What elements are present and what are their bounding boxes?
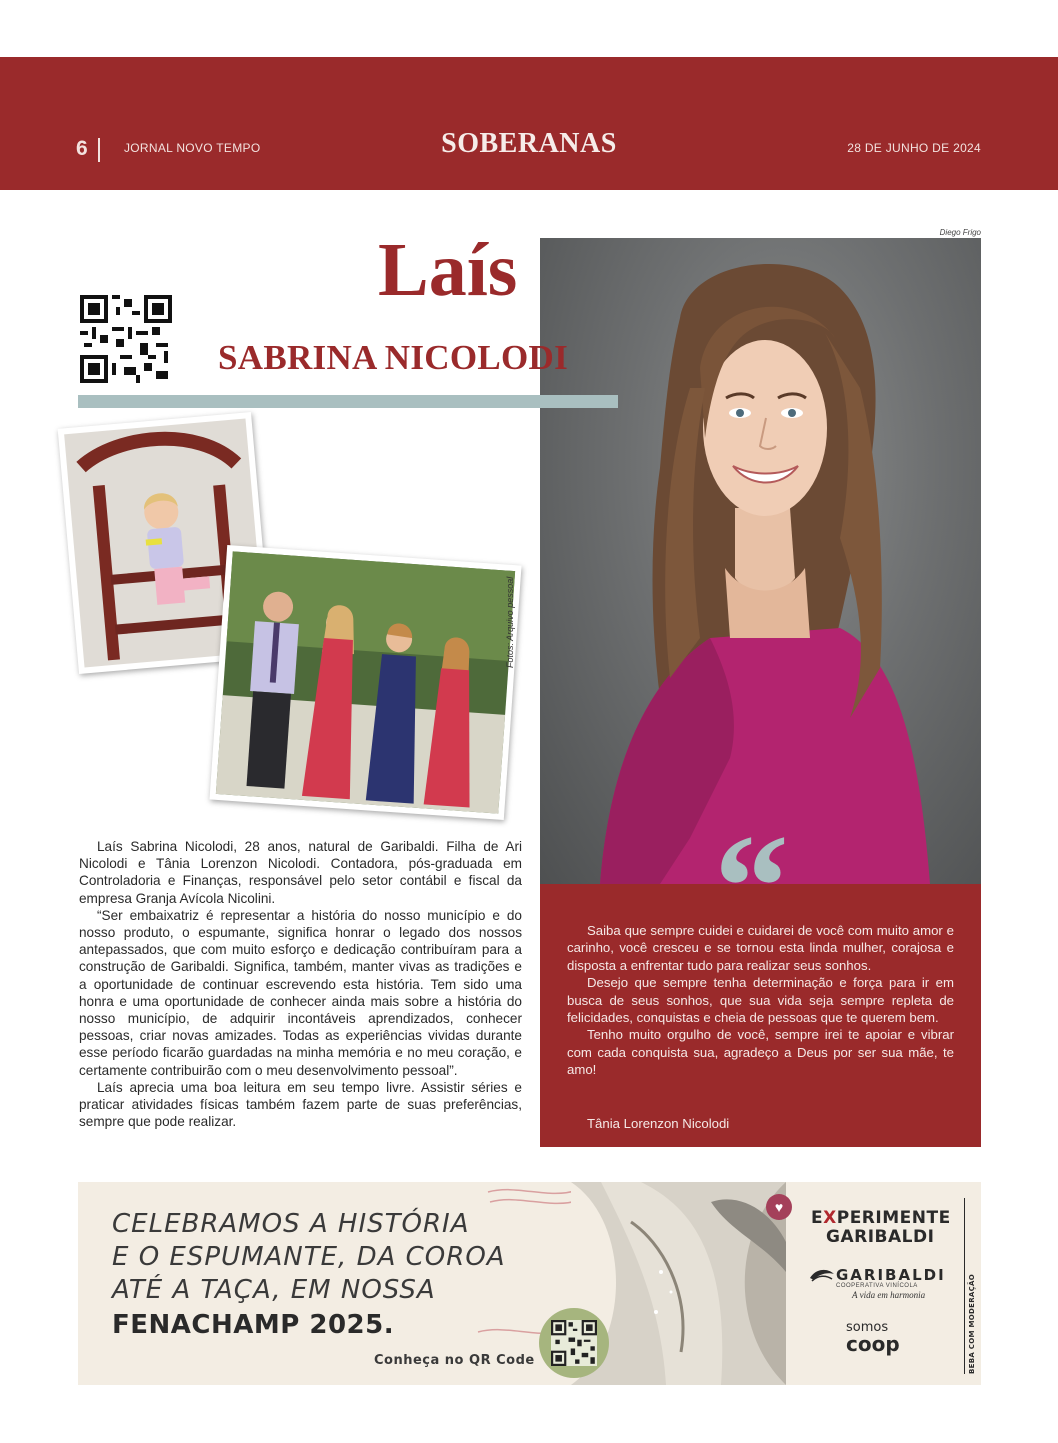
advertisement-banner[interactable] <box>78 1182 981 1385</box>
article-paragraph: Laís Sabrina Nicolodi, 28 anos, natural de Garibaldi. Filha de Ari Nicolodi e Tânia Lorenzon Nicolodi. Contadora, pós-graduada em Controladoria e Finanças, responsável pelo setor contábil e fiscal da empresa Granja Avícola Nicolini. <box>79 839 522 906</box>
heart-icon: ♥ <box>766 1194 792 1220</box>
article-paragraph: “Ser embaixatriz é representar a história do nosso município e do nosso produto, o espumante, significa honrar o legado dos nossos antepassados, que com muito esforço e dedicação contribuíram para a construção de Garibaldi. Significa, também, manter vivas as tradições e a oportunidade de continuar escrevendo esta história. Tem sido uma honra e uma oportunidade de conhecer ainda mais sobre a história do nosso município, de adquirir incontáveis aprendizados, conhecer pessoas, criar novas amizades. Todas as experiências vividas durante esse período ficarão guardadas na minha memória e no meu coração, e certamente contribuirão com o meu desenvolvimento pessoal”. <box>79 907 522 1078</box>
issue-date: 28 DE JUNHO DE 2024 <box>847 141 981 155</box>
title-first-name: Laís <box>378 228 518 312</box>
garibaldi-tagline: A vida em harmonia <box>852 1290 926 1300</box>
top-margin <box>0 0 1058 57</box>
article-paragraph: Laís aprecia uma boa leitura em seu tempo livre. Assistir séries e praticar atividades físicas também fazem parte de suas preferências, sempre que pode realizar. <box>79 1079 522 1130</box>
personal-photos-credit: Fotos: Arquivo pessoal <box>505 576 515 668</box>
garibaldi-logo-icon <box>808 1266 836 1284</box>
ad-slogan-line: ATÉ A TAÇA, EM NOSSA <box>112 1275 436 1305</box>
quote-signature: Tânia Lorenzon Nicolodi <box>587 1116 730 1131</box>
title-underline <box>78 395 618 408</box>
main-photo-credit: Diego Frigo <box>939 228 981 237</box>
ad-qr-label: Conheça no QR Code <box>374 1353 535 1368</box>
ad-slogan <box>112 1208 506 1307</box>
qr-code[interactable] <box>80 295 172 383</box>
page-number: 6 <box>76 137 89 160</box>
family-photo <box>209 545 521 820</box>
garibaldi-logo-sub: COOPERATIVA VINÍCOLA <box>836 1283 918 1289</box>
somos-coop-logo-top: somos <box>846 1320 889 1335</box>
experimente-x: X <box>823 1208 837 1228</box>
ad-qr-code[interactable] <box>551 1320 597 1366</box>
ad-headline: FENACHAMP 2025. <box>112 1310 395 1340</box>
article-body <box>79 838 522 1130</box>
experimente-rest: PERIMENTE <box>836 1208 951 1228</box>
portrait-photo <box>540 238 981 884</box>
quote-mark-icon: “ <box>714 804 789 970</box>
ad-slogan-line: CELEBRAMOS A HISTÓRIA <box>112 1209 470 1239</box>
page-header <box>0 57 1058 190</box>
portrait-illustration <box>540 238 981 884</box>
quote-paragraph: Desejo que sempre tenha determinação e força para ir em busca de seus sonhos, que sua vida seja sempre repleta de felicidades, conquistas e cheia de pessoas que te querem bem. <box>567 975 954 1026</box>
drink-responsibly-notice: BEBA COM MODERAÇÃO <box>968 1273 976 1374</box>
experimente-e: E <box>811 1208 824 1228</box>
family-photo-illustration <box>209 545 521 820</box>
quote-paragraph: Saiba que sempre cuidei e cuidarei de você com muito amor e carinho, você cresceu e se tornou esta linda mulher, corajosa e disposta a enfrentar tudo para realizar seus sonhos. <box>567 923 954 973</box>
quote-paragraph: Tenho muito orgulho de você, sempre irei te apoiar e vibrar com cada conquista sua, agradeço a Deus por ser sua mãe, te amo! <box>567 1027 954 1078</box>
quote-text <box>567 922 954 1079</box>
experimente-logo-line2: GARIBALDI <box>826 1227 935 1247</box>
somos-coop-logo-word: coop <box>846 1332 900 1356</box>
page-number-divider <box>98 138 100 162</box>
experimente-logo-line1 <box>811 1208 951 1228</box>
section-title: SOBERANAS <box>441 128 617 159</box>
journal-name: JORNAL NOVO TEMPO <box>124 141 261 155</box>
ad-slogan-line: E O ESPUMANTE, DA COROA <box>112 1242 506 1272</box>
ad-divider <box>964 1198 965 1374</box>
garibaldi-logo-name: GARIBALDI <box>836 1266 946 1284</box>
title-full-name: SABRINA NICOLODI <box>218 338 569 377</box>
